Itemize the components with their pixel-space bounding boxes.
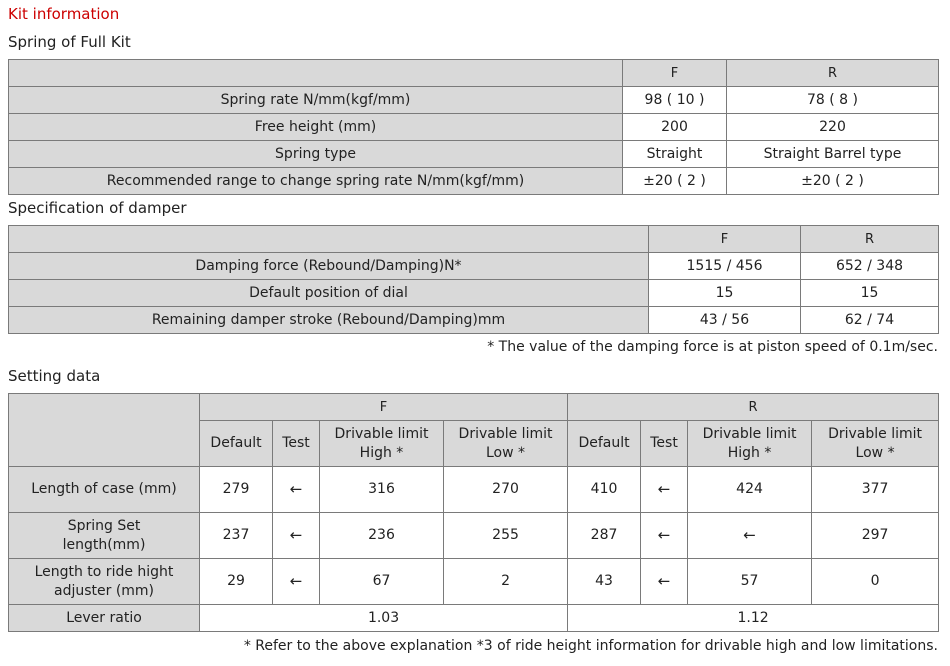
table-row	[9, 141, 939, 168]
row-label: Length of case (mm)	[9, 467, 200, 513]
cell-r: 62 / 74	[801, 307, 939, 334]
sub-header-drivable-low: Drivable limit Low *	[444, 421, 568, 467]
damper-note: * The value of the damping force is at piston speed of 0.1m/sec.	[487, 339, 938, 355]
cell-f: ±20 ( 2 )	[623, 168, 727, 195]
sub-header-drivable-high: Drivable limit High *	[688, 421, 812, 467]
row-label: Damping force (Rebound/Damping)N*	[9, 253, 649, 280]
damper-section-title: Specification of damper	[8, 199, 187, 217]
damper-table	[8, 225, 939, 334]
kit-information-heading: Kit information	[8, 5, 120, 23]
table-row	[9, 513, 939, 559]
cell-f-high: 67	[320, 559, 444, 605]
cell-r-low: 0	[812, 559, 939, 605]
setting-note: * Refer to the above explanation *3 of ride height information for drivable high and low limitations.	[243, 638, 938, 654]
sub-header-default: Default	[568, 421, 641, 467]
cell-r-test: ←	[641, 513, 688, 559]
cell-r-high: 57	[688, 559, 812, 605]
cell-f: 43 / 56	[649, 307, 801, 334]
cell-f: 200	[623, 114, 727, 141]
cell-r: Straight Barrel type	[727, 141, 939, 168]
cell-r-default: 410	[568, 467, 641, 513]
setting-table	[8, 393, 939, 632]
table-row	[9, 168, 939, 195]
table-row	[9, 559, 939, 605]
cell-r-high: ←	[688, 513, 812, 559]
cell-r-low: 377	[812, 467, 939, 513]
setting-section-title: Setting data	[8, 367, 101, 385]
row-label: Lever ratio	[9, 605, 200, 632]
table-row	[9, 467, 939, 513]
sub-header-drivable-high: Drivable limit High *	[320, 421, 444, 467]
cell-f: Straight	[623, 141, 727, 168]
damper-col-f: F	[649, 226, 801, 253]
cell-r: 78 ( 8 )	[727, 87, 939, 114]
table-row	[9, 280, 939, 307]
cell-r-high: 424	[688, 467, 812, 513]
cell-r: 220	[727, 114, 939, 141]
cell-f: 98 ( 10 )	[623, 87, 727, 114]
cell-f-test: ←	[273, 559, 320, 605]
spring-col-f: F	[623, 60, 727, 87]
cell-r: 15	[801, 280, 939, 307]
row-label: Spring Set length(mm)	[9, 513, 200, 559]
cell-f-high: 236	[320, 513, 444, 559]
setting-group-r: R	[568, 394, 939, 421]
damper-col-r: R	[801, 226, 939, 253]
setting-group-header	[9, 394, 939, 421]
table-row	[9, 114, 939, 141]
cell-f-low: 270	[444, 467, 568, 513]
cell-r: ±20 ( 2 )	[727, 168, 939, 195]
cell-f-default: 29	[200, 559, 273, 605]
lever-ratio-row	[9, 605, 939, 632]
cell-f-low: 255	[444, 513, 568, 559]
spring-col-r: R	[727, 60, 939, 87]
row-label: Remaining damper stroke (Rebound/Damping)mm	[9, 307, 649, 334]
setting-group-f: F	[200, 394, 568, 421]
cell-r-default: 43	[568, 559, 641, 605]
sub-header-test: Test	[273, 421, 320, 467]
cell-f: 15	[649, 280, 801, 307]
row-label: Spring type	[9, 141, 623, 168]
row-label: Spring rate N/mm(kgf/mm)	[9, 87, 623, 114]
lever-ratio-r: 1.12	[568, 605, 939, 632]
row-label: Free height (mm)	[9, 114, 623, 141]
cell-f-default: 237	[200, 513, 273, 559]
cell-f-default: 279	[200, 467, 273, 513]
cell-f-test: ←	[273, 467, 320, 513]
row-label: Recommended range to change spring rate N/mm(kgf/mm)	[9, 168, 623, 195]
table-row	[9, 253, 939, 280]
cell-f-test: ←	[273, 513, 320, 559]
damper-table-header	[9, 226, 939, 253]
cell-f-low: 2	[444, 559, 568, 605]
spring-header-blank	[9, 60, 623, 87]
table-row	[9, 87, 939, 114]
cell-r-default: 287	[568, 513, 641, 559]
sub-header-test: Test	[641, 421, 688, 467]
sub-header-drivable-low: Drivable limit Low *	[812, 421, 939, 467]
table-row	[9, 307, 939, 334]
sub-header-default: Default	[200, 421, 273, 467]
spring-table-header	[9, 60, 939, 87]
cell-r-test: ←	[641, 467, 688, 513]
cell-r-test: ←	[641, 559, 688, 605]
cell-f: 1515 / 456	[649, 253, 801, 280]
damper-header-blank	[9, 226, 649, 253]
row-label: Length to ride hight adjuster (mm)	[9, 559, 200, 605]
cell-r: 652 / 348	[801, 253, 939, 280]
spring-section-title: Spring of Full Kit	[8, 33, 131, 51]
spring-table	[8, 59, 939, 195]
cell-r-low: 297	[812, 513, 939, 559]
setting-header-blank	[9, 394, 200, 467]
cell-f-high: 316	[320, 467, 444, 513]
row-label: Default position of dial	[9, 280, 649, 307]
lever-ratio-f: 1.03	[200, 605, 568, 632]
